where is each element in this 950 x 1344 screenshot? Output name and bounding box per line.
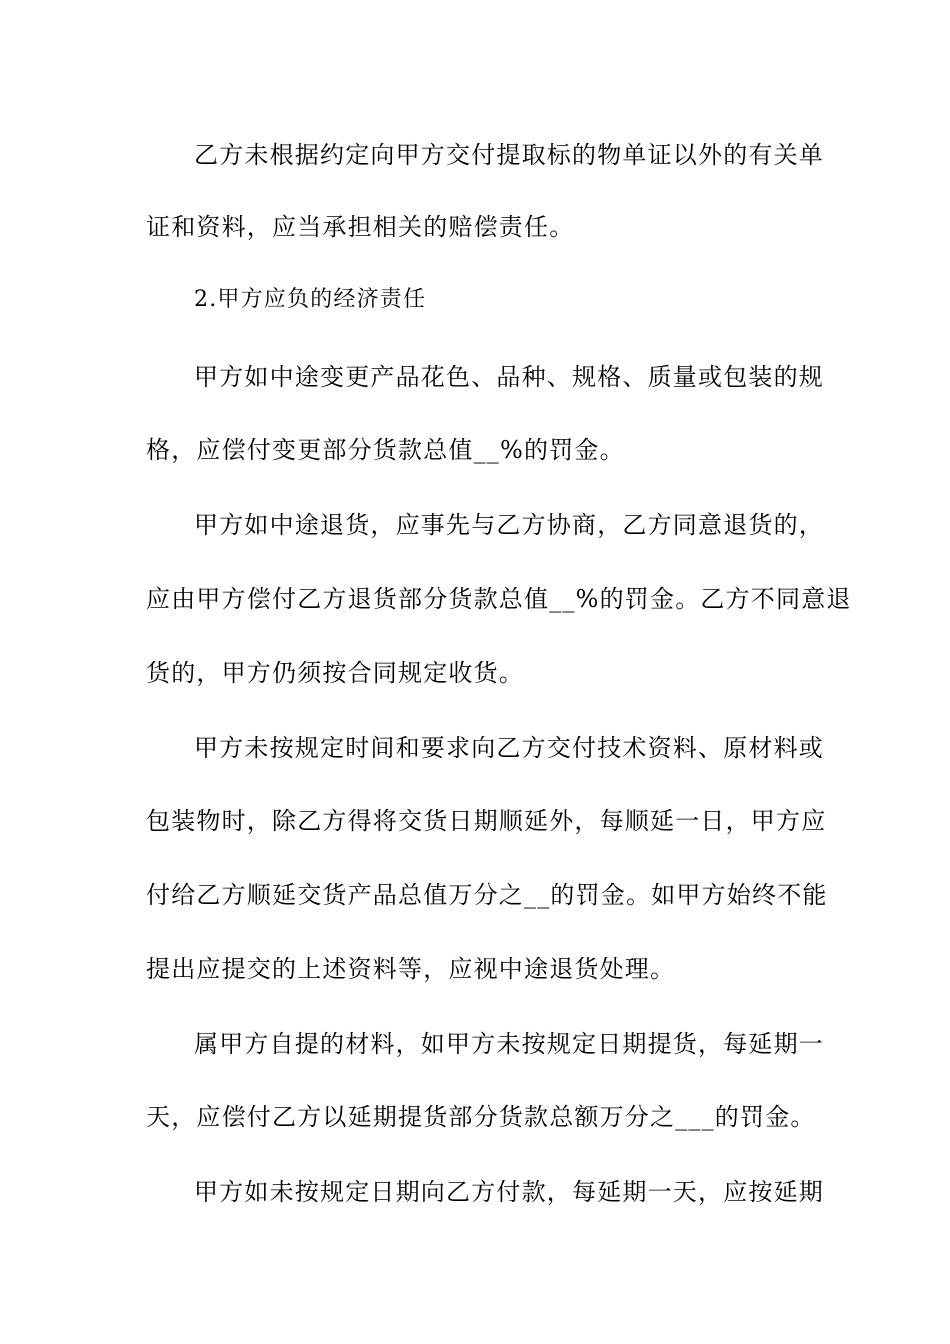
- paragraph-line: 证和资料，应当承担相关的赔偿责任。: [146, 213, 575, 241]
- paragraph-line: 付给乙方顺延交货产品总值万分之__的罚金。如甲方始终不能: [146, 881, 828, 909]
- paragraph-line: 货的，甲方仍须按合同规定收货。: [146, 659, 524, 687]
- paragraph-line: 包装物时，除乙方得将交货日期顺延外，每顺延一日，甲方应: [146, 807, 827, 835]
- paragraph-line: 应由甲方偿付乙方退货部分货款总值__%的罚金。乙方不同意退: [146, 585, 852, 613]
- paragraph-line: 天，应偿付乙方以延期提货部分货款总额万分之___的罚金。: [146, 1103, 816, 1131]
- paragraph-line: 甲方如中途退货，应事先与乙方协商，乙方同意退货的，: [194, 511, 824, 539]
- paragraph-line: 格，应偿付变更部分货款总值__%的罚金。: [146, 436, 625, 464]
- paragraph-line: 甲方未按规定时间和要求向乙方交付技术资料、原材料或: [194, 734, 824, 762]
- paragraph-line: 甲方如未按规定日期向乙方付款，每延期一天，应按延期: [194, 1178, 824, 1206]
- paragraph-line: 属甲方自提的材料，如甲方未按规定日期提货，每延期一: [194, 1030, 824, 1058]
- paragraph-line: 提出应提交的上述资料等，应视中途退货处理。: [146, 955, 676, 983]
- paragraph-line: 甲方如中途变更产品花色、品种、规格、质量或包装的规: [194, 363, 824, 391]
- section-heading: 2.甲方应负的经济责任: [194, 287, 427, 312]
- paragraph-line: 乙方未根据约定向甲方交付提取标的物单证以外的有关单: [194, 141, 824, 169]
